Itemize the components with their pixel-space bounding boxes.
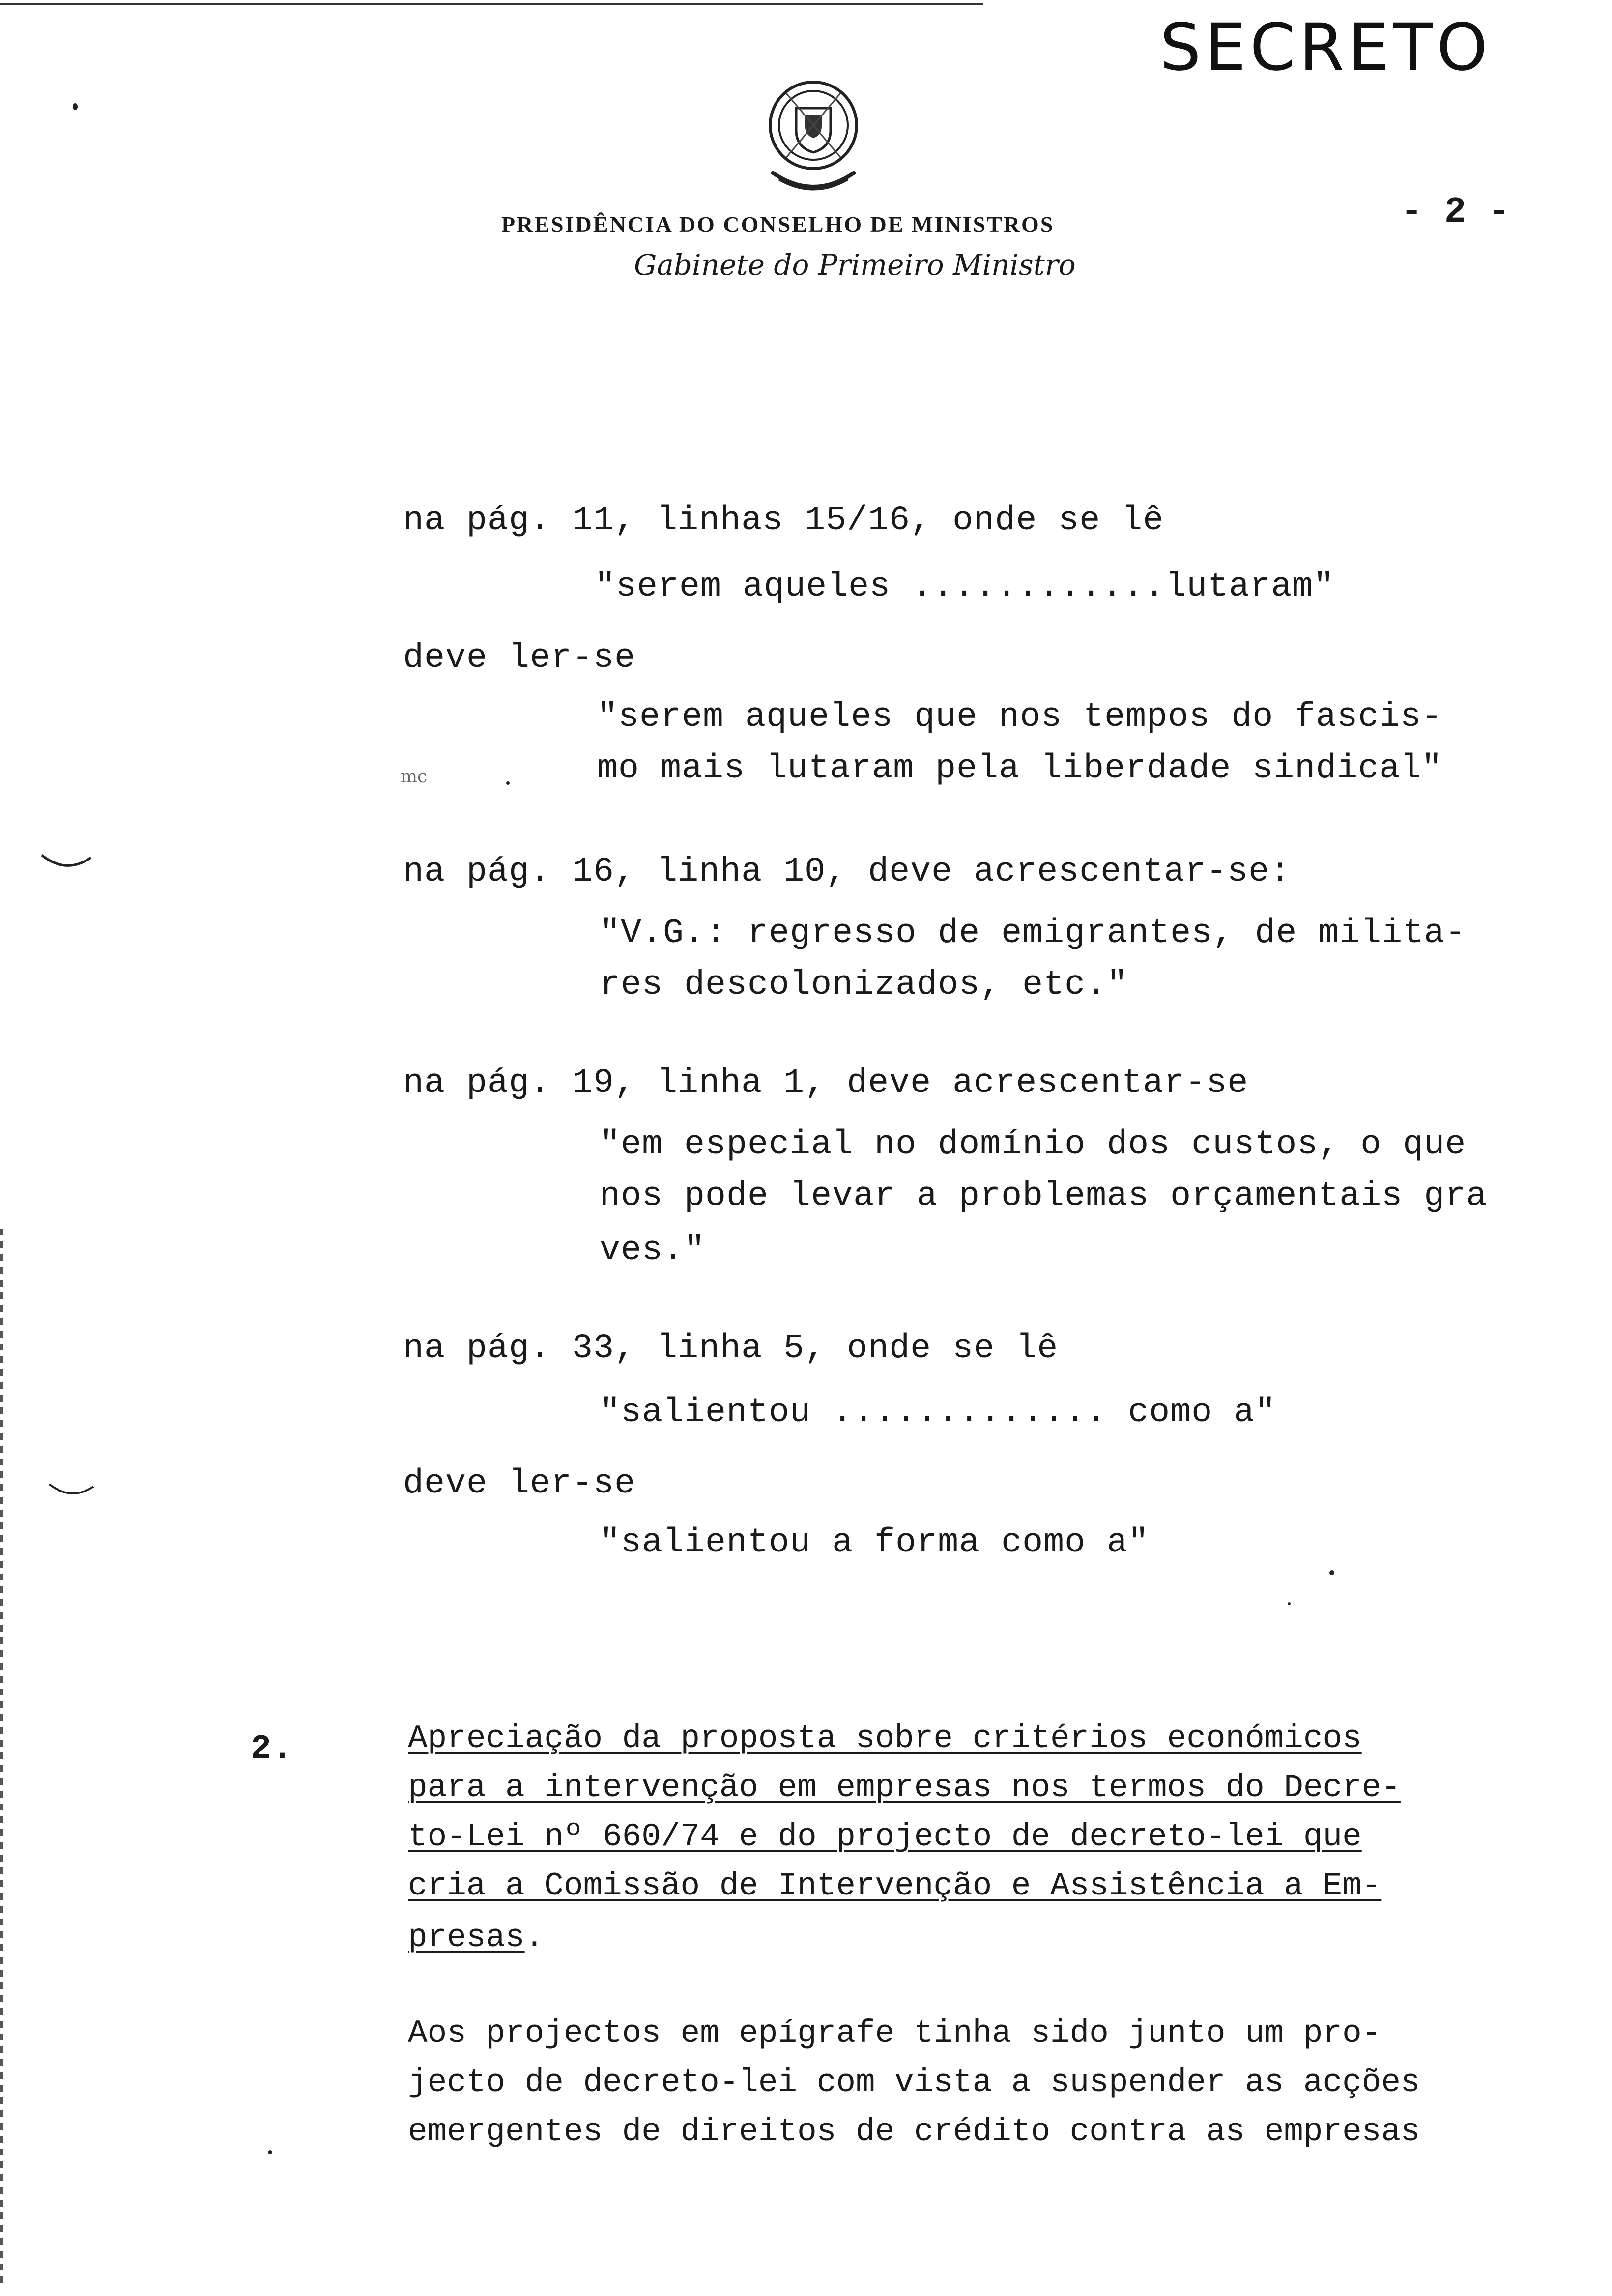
item-title-line: Apreciação da proposta sobre critérios económicos	[408, 1720, 1362, 1757]
scan-speck	[73, 103, 78, 110]
item-body-line: emergentes de direitos de crédito contra as empresas	[408, 2113, 1420, 2150]
binder-holes	[0, 1229, 3, 2285]
office-heading: PRESIDÊNCIA DO CONSELHO DE MINISTROS	[501, 212, 1055, 237]
scan-speck	[506, 781, 510, 785]
correction-4-instruction: deve ler-se	[403, 1464, 636, 1503]
correction-1-location: na pág. 11, linhas 15/16, onde se lê	[403, 501, 1164, 540]
top-rule	[0, 3, 983, 5]
classification-stamp: SECRETO	[1160, 10, 1492, 86]
item-number: 2.	[251, 1730, 293, 1769]
scan-speck	[1329, 1570, 1334, 1575]
item-title-line: presas	[408, 1919, 525, 1956]
correction-3-location: na pág. 19, linha 1, deve acrescentar-se	[403, 1064, 1249, 1103]
item-title-line: para a intervenção em empresas nos termos do Decre-	[408, 1769, 1401, 1806]
correction-1-instruction: deve ler-se	[403, 639, 636, 678]
correction-4-location: na pág. 33, linha 5, onde se lê	[403, 1329, 1059, 1368]
item-body-line: Aos projectos em epígrafe tinha sido junto um pro-	[408, 2015, 1382, 2052]
correction-3-addition-line: nos pode levar a problemas orçamentais gra	[600, 1177, 1488, 1216]
page-number: - 2 -	[1401, 192, 1510, 233]
correction-1-replacement-line: "serem aqueles que nos tempos do fascis-	[597, 698, 1443, 737]
edge-mark	[47, 1479, 96, 1499]
correction-1-replacement-line: mo mais lutaram pela liberdade sindical"	[597, 749, 1443, 788]
item-title-line: to-Lei nº 660/74 e do projecto de decreto-lei que	[408, 1818, 1362, 1855]
margin-mark: mc	[401, 767, 428, 787]
correction-2-addition-line: "V.G.: regresso de emigrantes, de milita-	[600, 914, 1467, 953]
item-title-end: .	[524, 1919, 545, 1956]
edge-mark	[39, 850, 93, 870]
scan-speck	[1288, 1602, 1291, 1605]
correction-1-original: "serem aqueles ............lutaram"	[595, 568, 1335, 606]
correction-2-location: na pág. 16, linha 10, deve acrescentar-se:	[403, 853, 1291, 891]
correction-4-replacement-line: "salientou a forma como a"	[600, 1523, 1150, 1562]
item-title-last-line	[408, 1919, 544, 1956]
item-title-line: cria a Comissão de Intervenção e Assistência a Em-	[408, 1867, 1382, 1904]
scan-speck	[268, 2150, 272, 2154]
correction-4-original: "salientou ............. como a"	[600, 1393, 1276, 1432]
correction-3-addition-line: "em especial no domínio dos custos, o que	[600, 1125, 1467, 1164]
correction-2-addition-line: res descolonizados, etc."	[600, 966, 1128, 1004]
cabinet-signature-line: Gabinete do Primeiro Ministro	[634, 248, 1076, 282]
correction-3-addition-line: ves."	[600, 1231, 706, 1270]
item-body-line: jecto de decreto-lei com vista a suspender as acções	[408, 2064, 1420, 2101]
coat-of-arms-icon	[757, 74, 870, 197]
